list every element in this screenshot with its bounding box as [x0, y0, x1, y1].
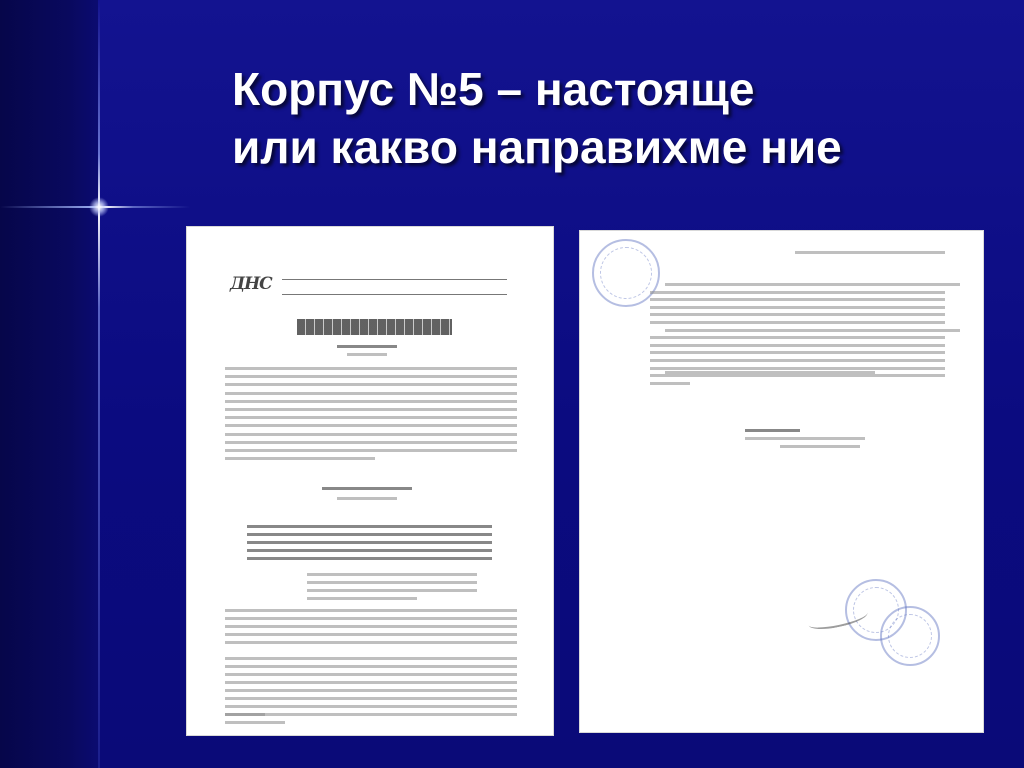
text-line	[225, 441, 517, 444]
text-line	[247, 549, 492, 552]
text-line	[745, 429, 800, 432]
text-line	[225, 457, 375, 460]
text-line	[225, 392, 517, 395]
doc-header-rule	[282, 294, 507, 295]
text-line	[225, 633, 517, 636]
document-left-scan	[187, 227, 553, 735]
text-line	[650, 291, 945, 294]
stamp-icon	[880, 606, 940, 666]
text-line	[225, 400, 517, 403]
text-line	[225, 689, 517, 692]
stamp-icon	[592, 239, 660, 307]
document-right-scan	[580, 231, 983, 732]
text-line	[225, 383, 517, 386]
text-line	[337, 497, 397, 500]
slide-left-band	[0, 0, 98, 768]
text-line	[650, 367, 945, 370]
doc-header-rule	[282, 279, 507, 280]
text-line	[322, 487, 412, 490]
text-line	[225, 375, 517, 378]
slide-title	[232, 60, 992, 176]
text-line	[225, 697, 517, 700]
text-line	[665, 371, 875, 374]
text-line	[337, 345, 397, 348]
text-line	[225, 673, 517, 676]
text-line	[225, 641, 517, 644]
document-heading	[297, 319, 452, 335]
text-line	[650, 298, 945, 301]
text-line	[247, 557, 492, 560]
text-line	[307, 589, 477, 592]
text-line	[225, 408, 517, 411]
text-line	[225, 449, 517, 452]
logo-icon: ДНС	[230, 274, 272, 294]
text-line	[225, 681, 517, 684]
text-line	[247, 533, 492, 536]
text-line	[307, 581, 477, 584]
text-line	[650, 306, 945, 309]
text-line	[225, 665, 517, 668]
text-line	[247, 525, 492, 528]
text-line	[307, 597, 417, 600]
text-line	[225, 713, 517, 716]
text-line	[225, 424, 517, 427]
text-line	[225, 705, 517, 708]
slide-title-line-1: Корпус №5 – настояще	[232, 63, 755, 115]
text-line	[745, 437, 865, 440]
text-line	[665, 329, 960, 332]
text-line	[650, 336, 945, 339]
text-line	[780, 445, 860, 448]
text-line	[650, 344, 945, 347]
text-line	[650, 313, 945, 316]
text-line	[247, 541, 492, 544]
text-line	[225, 416, 517, 419]
text-line	[650, 351, 945, 354]
text-line	[225, 713, 265, 716]
text-line	[650, 382, 690, 385]
text-line	[650, 321, 945, 324]
slide-title-line-2: или какво направихме ние	[232, 121, 842, 173]
text-line	[650, 359, 945, 362]
text-line	[665, 283, 960, 286]
text-line	[650, 374, 945, 377]
text-line	[225, 657, 517, 660]
text-line	[225, 625, 517, 628]
text-line	[225, 721, 285, 724]
text-line	[225, 617, 517, 620]
text-line	[225, 609, 517, 612]
text-line	[225, 433, 517, 436]
text-line	[225, 367, 517, 370]
text-line	[795, 251, 945, 254]
text-line	[347, 353, 387, 356]
text-line	[307, 573, 477, 576]
decorative-vertical-line	[98, 0, 100, 768]
